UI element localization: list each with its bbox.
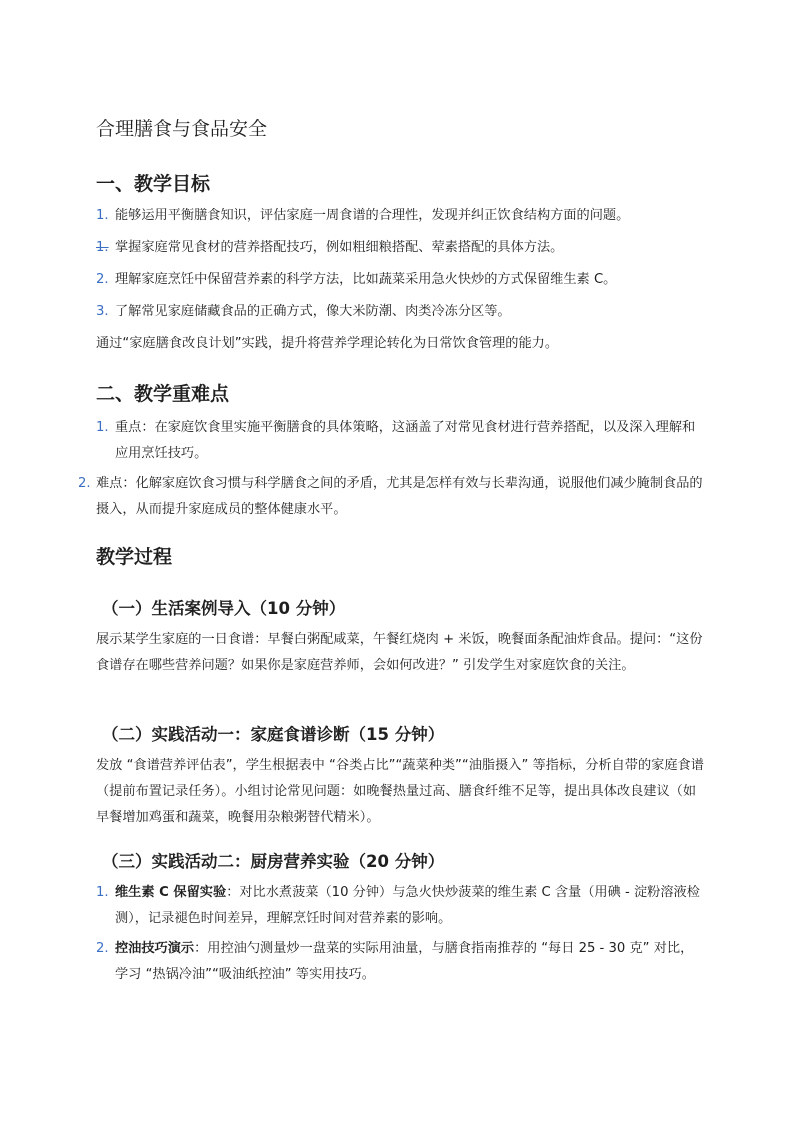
list-text: 理解家庭烹饪中保留营养素的科学方法，比如蔬菜采用急火快炒的方式保留维生素 C。 <box>115 272 617 287</box>
list-item <box>78 471 704 523</box>
list-number: 1. <box>96 420 109 435</box>
list-text: 能够运用平衡膳食知识，评估家庭一周食谱的合理性，发现并纠正饮食结构方面的问题。 <box>115 208 630 223</box>
list-item <box>96 299 704 325</box>
goals-heading: 一、教学目标 <box>96 173 211 195</box>
process-heading: 教学过程 <box>96 546 173 568</box>
part2-text: 发放 “食谱营养评估表”，学生根据表中 “谷类占比”“蔬菜种类”“油脂摄入” 等指标，分析自带的家庭食谱（提前布置记录任务）。小组讨论常见问题：如晚餐热量过高、膳食纤维不足等，提出具体改良建议（如早餐增加鸡蛋和蔬菜，晚餐用杂粮粥替代精米）。 <box>96 758 704 825</box>
list-item <box>96 880 704 932</box>
list-text: 重点：在家庭饮食里实施平衡膳食的具体策略，这涵盖了对常见食材进行营养搭配，以及深入理解和应用烹饪技巧。 <box>115 420 696 461</box>
item-body: ：用控油勺测量炒一盘菜的实际用油量，与膳食指南推荐的 “每日 25 - 30 克” 对比，学习 “热锅冷油”“吸油纸控油” 等实用技巧。 <box>115 941 694 982</box>
part1-heading: （一）生活案例导入（10 分钟） <box>102 599 346 618</box>
list-number: 2. <box>78 476 91 491</box>
list-item <box>96 415 704 467</box>
item-label: 控油技巧演示 <box>115 941 195 956</box>
list-item <box>96 936 704 988</box>
goals-summary: 通过“家庭膳食改良计划”实践，提升将营养学理论转化为日常饮食管理的能力。 <box>96 336 559 351</box>
key-points-heading: 二、教学重难点 <box>96 383 230 405</box>
list-item <box>96 235 704 261</box>
list-text: 难点：化解家庭饮食习惯与科学膳食之间的矛盾，尤其是怎样有效与长辈沟通，说服他们减少腌制食品的摄入，从而提升家庭成员的整体健康水平。 <box>96 476 703 517</box>
list-number: 2. <box>96 941 109 956</box>
page-title: 合理膳食与食品安全 <box>96 118 268 140</box>
list-number: 2. <box>96 272 109 287</box>
list-text <box>96 880 704 932</box>
list-number: 1. <box>96 208 109 223</box>
part1-text: 展示某学生家庭的一日食谱：早餐白粥配咸菜，午餐红烧肉 + 米饭，晚餐面条配油炸食品。提问：“这份食谱存在哪些营养问题？如果你是家庭营养师，会如何改进？” 引发学生对家庭饮食的关注。 <box>96 632 703 673</box>
part3-heading: （三）实践活动二：厨房营养实验（20 分钟） <box>102 852 445 871</box>
list-text: 掌握家庭常见食材的营养搭配技巧，例如粗细粮搭配、荤素搭配的具体方法。 <box>115 240 564 255</box>
list-number: 3. <box>96 304 109 319</box>
list-text <box>96 936 704 988</box>
item-body: ：对比水煮菠菜（10 分钟）与急火快炒菠菜的维生素 C 含量（用碘 - 淀粉溶液检测），记录褪色时间差异，理解烹饪时间对营养素的影响。 <box>115 885 700 926</box>
part2-heading: （二）实践活动一：家庭食谱诊断（15 分钟） <box>102 725 445 744</box>
list-number: 1. <box>96 885 109 900</box>
list-number: 1. <box>96 240 109 255</box>
item-label: 维生素 C 保留实验 <box>115 885 227 900</box>
list-item <box>96 203 704 229</box>
list-item <box>96 267 704 293</box>
list-text: 了解常见家庭储藏食品的正确方式，像大米防潮、肉类冷冻分区等。 <box>115 304 511 319</box>
